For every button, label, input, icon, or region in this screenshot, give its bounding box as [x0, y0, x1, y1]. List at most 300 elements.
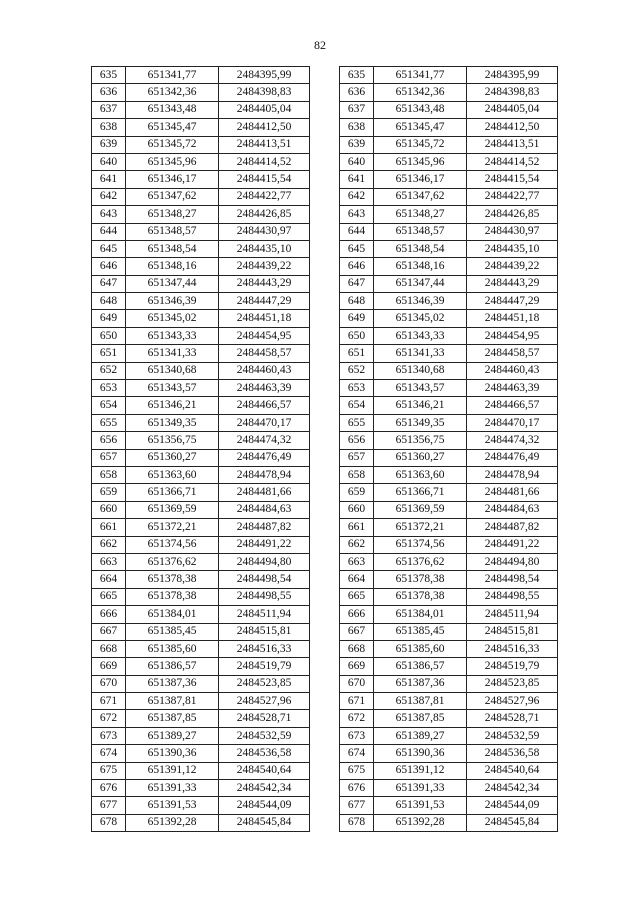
- point-number-cell: 645: [340, 240, 374, 257]
- x-coordinate-cell: 651385,45: [126, 623, 219, 640]
- coordinates-table-left: [91, 66, 310, 832]
- point-number-cell: 662: [92, 536, 126, 553]
- table-row: [92, 623, 310, 640]
- table-row: [92, 206, 310, 223]
- y-coordinate-cell: 2484466,57: [467, 397, 558, 414]
- table-row: [340, 762, 558, 779]
- y-coordinate-cell: 2484398,83: [467, 84, 558, 101]
- y-coordinate-cell: 2484474,32: [219, 432, 310, 449]
- table-row: [92, 780, 310, 797]
- y-coordinate-cell: 2484491,22: [219, 536, 310, 553]
- x-coordinate-cell: 651391,33: [126, 780, 219, 797]
- y-coordinate-cell: 2484498,54: [219, 571, 310, 588]
- point-number-cell: 659: [340, 484, 374, 501]
- point-number-cell: 652: [340, 362, 374, 379]
- x-coordinate-cell: 651345,96: [374, 153, 467, 170]
- x-coordinate-cell: 651349,35: [126, 414, 219, 431]
- x-coordinate-cell: 651348,54: [126, 240, 219, 257]
- y-coordinate-cell: 2484540,64: [219, 762, 310, 779]
- table-row: [340, 258, 558, 275]
- table-row: [340, 310, 558, 327]
- point-number-cell: 636: [92, 84, 126, 101]
- x-coordinate-cell: 651346,39: [374, 293, 467, 310]
- table-row: [340, 623, 558, 640]
- coordinates-table-right: [339, 66, 558, 832]
- point-number-cell: 642: [92, 188, 126, 205]
- point-number-cell: 673: [340, 727, 374, 744]
- x-coordinate-cell: 651348,57: [126, 223, 219, 240]
- table-row: [92, 153, 310, 170]
- point-number-cell: 643: [340, 206, 374, 223]
- point-number-cell: 678: [340, 814, 374, 831]
- y-coordinate-cell: 2484405,04: [219, 101, 310, 118]
- y-coordinate-cell: 2484454,95: [219, 327, 310, 344]
- table-row: [92, 745, 310, 762]
- x-coordinate-cell: 651348,57: [374, 223, 467, 240]
- x-coordinate-cell: 651346,39: [126, 293, 219, 310]
- x-coordinate-cell: 651369,59: [374, 501, 467, 518]
- point-number-cell: 662: [340, 536, 374, 553]
- point-number-cell: 676: [92, 780, 126, 797]
- point-number-cell: 643: [92, 206, 126, 223]
- table-row: [340, 84, 558, 101]
- y-coordinate-cell: 2484487,82: [467, 519, 558, 536]
- y-coordinate-cell: 2484426,85: [219, 206, 310, 223]
- table-row: [92, 67, 310, 84]
- point-number-cell: 678: [92, 814, 126, 831]
- point-number-cell: 660: [92, 501, 126, 518]
- point-number-cell: 644: [92, 223, 126, 240]
- y-coordinate-cell: 2484527,96: [219, 693, 310, 710]
- x-coordinate-cell: 651384,01: [374, 606, 467, 623]
- table-row: [340, 710, 558, 727]
- point-number-cell: 641: [92, 171, 126, 188]
- x-coordinate-cell: 651390,36: [374, 745, 467, 762]
- table-row: [92, 449, 310, 466]
- table-row: [92, 188, 310, 205]
- x-coordinate-cell: 651341,33: [126, 345, 219, 362]
- table-row: [340, 327, 558, 344]
- table-row: [92, 762, 310, 779]
- y-coordinate-cell: 2484443,29: [219, 275, 310, 292]
- table-row: [340, 606, 558, 623]
- point-number-cell: 655: [92, 414, 126, 431]
- point-number-cell: 664: [92, 571, 126, 588]
- table-row: [92, 727, 310, 744]
- table-row: [340, 362, 558, 379]
- table-row: [340, 484, 558, 501]
- table-row: [340, 727, 558, 744]
- x-coordinate-cell: 651376,62: [374, 553, 467, 570]
- point-number-cell: 665: [92, 588, 126, 605]
- x-coordinate-cell: 651347,44: [374, 275, 467, 292]
- table-row: [92, 275, 310, 292]
- x-coordinate-cell: 651342,36: [374, 84, 467, 101]
- x-coordinate-cell: 651345,72: [126, 136, 219, 153]
- point-number-cell: 671: [340, 693, 374, 710]
- table-row: [340, 380, 558, 397]
- table-row: [340, 745, 558, 762]
- y-coordinate-cell: 2484470,17: [467, 414, 558, 431]
- table-row: [92, 380, 310, 397]
- y-coordinate-cell: 2484494,80: [219, 553, 310, 570]
- table-row: [340, 780, 558, 797]
- y-coordinate-cell: 2484476,49: [467, 449, 558, 466]
- table-row: [92, 84, 310, 101]
- y-coordinate-cell: 2484542,34: [467, 780, 558, 797]
- table-row: [92, 223, 310, 240]
- x-coordinate-cell: 651345,96: [126, 153, 219, 170]
- point-number-cell: 640: [340, 153, 374, 170]
- point-number-cell: 661: [340, 519, 374, 536]
- point-number-cell: 636: [340, 84, 374, 101]
- point-number-cell: 651: [340, 345, 374, 362]
- y-coordinate-cell: 2484430,97: [467, 223, 558, 240]
- point-number-cell: 666: [92, 606, 126, 623]
- point-number-cell: 672: [92, 710, 126, 727]
- x-coordinate-cell: 651386,57: [374, 658, 467, 675]
- point-number-cell: 638: [92, 119, 126, 136]
- table-row: [340, 67, 558, 84]
- table-row: [340, 640, 558, 657]
- x-coordinate-cell: 651341,33: [374, 345, 467, 362]
- y-coordinate-cell: 2484395,99: [219, 67, 310, 84]
- table-row: [340, 536, 558, 553]
- x-coordinate-cell: 651341,77: [374, 67, 467, 84]
- point-number-cell: 640: [92, 153, 126, 170]
- x-coordinate-cell: 651360,27: [374, 449, 467, 466]
- x-coordinate-cell: 651376,62: [126, 553, 219, 570]
- y-coordinate-cell: 2484487,82: [219, 519, 310, 536]
- x-coordinate-cell: 651363,60: [126, 466, 219, 483]
- point-number-cell: 635: [92, 67, 126, 84]
- table-row: [340, 466, 558, 483]
- y-coordinate-cell: 2484519,79: [219, 658, 310, 675]
- x-coordinate-cell: 651392,28: [126, 814, 219, 831]
- table-row: [340, 449, 558, 466]
- point-number-cell: 654: [92, 397, 126, 414]
- table-row: [92, 658, 310, 675]
- point-number-cell: 675: [92, 762, 126, 779]
- point-number-cell: 639: [340, 136, 374, 153]
- y-coordinate-cell: 2484463,39: [467, 380, 558, 397]
- x-coordinate-cell: 651378,38: [374, 588, 467, 605]
- x-coordinate-cell: 651391,53: [374, 797, 467, 814]
- y-coordinate-cell: 2484516,33: [219, 640, 310, 657]
- table-row: [340, 275, 558, 292]
- y-coordinate-cell: 2484491,22: [467, 536, 558, 553]
- table-row: [340, 553, 558, 570]
- table-row: [92, 606, 310, 623]
- x-coordinate-cell: 651356,75: [126, 432, 219, 449]
- table-row: [92, 710, 310, 727]
- y-coordinate-cell: 2484458,57: [219, 345, 310, 362]
- table-row: [92, 327, 310, 344]
- point-number-cell: 665: [340, 588, 374, 605]
- y-coordinate-cell: 2484454,95: [467, 327, 558, 344]
- y-coordinate-cell: 2484545,84: [467, 814, 558, 831]
- point-number-cell: 642: [340, 188, 374, 205]
- x-coordinate-cell: 651346,17: [374, 171, 467, 188]
- x-coordinate-cell: 651345,02: [374, 310, 467, 327]
- x-coordinate-cell: 651348,16: [126, 258, 219, 275]
- table-row: [340, 206, 558, 223]
- x-coordinate-cell: 651385,45: [374, 623, 467, 640]
- table-row: [92, 588, 310, 605]
- y-coordinate-cell: 2484542,34: [219, 780, 310, 797]
- y-coordinate-cell: 2484474,32: [467, 432, 558, 449]
- table-row: [92, 119, 310, 136]
- table-row: [340, 223, 558, 240]
- x-coordinate-cell: 651343,33: [374, 327, 467, 344]
- y-coordinate-cell: 2484544,09: [467, 797, 558, 814]
- y-coordinate-cell: 2484460,43: [219, 362, 310, 379]
- y-coordinate-cell: 2484532,59: [467, 727, 558, 744]
- point-number-cell: 635: [340, 67, 374, 84]
- point-number-cell: 660: [340, 501, 374, 518]
- table-row: [340, 693, 558, 710]
- point-number-cell: 674: [340, 745, 374, 762]
- x-coordinate-cell: 651378,38: [126, 571, 219, 588]
- point-number-cell: 668: [92, 640, 126, 657]
- y-coordinate-cell: 2484422,77: [219, 188, 310, 205]
- x-coordinate-cell: 651340,68: [374, 362, 467, 379]
- x-coordinate-cell: 651343,48: [126, 101, 219, 118]
- x-coordinate-cell: 651391,33: [374, 780, 467, 797]
- y-coordinate-cell: 2484398,83: [219, 84, 310, 101]
- x-coordinate-cell: 651349,35: [374, 414, 467, 431]
- y-coordinate-cell: 2484511,94: [467, 606, 558, 623]
- point-number-cell: 649: [340, 310, 374, 327]
- table-row: [340, 814, 558, 831]
- y-coordinate-cell: 2484412,50: [219, 119, 310, 136]
- point-number-cell: 661: [92, 519, 126, 536]
- x-coordinate-cell: 651372,21: [126, 519, 219, 536]
- table-row: [92, 171, 310, 188]
- table-row: [92, 432, 310, 449]
- x-coordinate-cell: 651390,36: [126, 745, 219, 762]
- point-number-cell: 663: [92, 553, 126, 570]
- y-coordinate-cell: 2484430,97: [219, 223, 310, 240]
- x-coordinate-cell: 651346,21: [374, 397, 467, 414]
- y-coordinate-cell: 2484498,54: [467, 571, 558, 588]
- table-row: [92, 414, 310, 431]
- y-coordinate-cell: 2484447,29: [219, 293, 310, 310]
- point-number-cell: 657: [340, 449, 374, 466]
- y-coordinate-cell: 2484515,81: [467, 623, 558, 640]
- table-row: [340, 119, 558, 136]
- x-coordinate-cell: 651387,36: [374, 675, 467, 692]
- table-row: [92, 553, 310, 570]
- y-coordinate-cell: 2484395,99: [467, 67, 558, 84]
- point-number-cell: 638: [340, 119, 374, 136]
- table-row: [340, 171, 558, 188]
- table-row: [340, 432, 558, 449]
- table-row: [92, 536, 310, 553]
- x-coordinate-cell: 651387,85: [126, 710, 219, 727]
- point-number-cell: 663: [340, 553, 374, 570]
- table-row: [92, 484, 310, 501]
- point-number-cell: 667: [92, 623, 126, 640]
- x-coordinate-cell: 651345,47: [374, 119, 467, 136]
- table-row: [340, 293, 558, 310]
- x-coordinate-cell: 651343,57: [126, 380, 219, 397]
- y-coordinate-cell: 2484544,09: [219, 797, 310, 814]
- point-number-cell: 675: [340, 762, 374, 779]
- y-coordinate-cell: 2484494,80: [467, 553, 558, 570]
- y-coordinate-cell: 2484413,51: [219, 136, 310, 153]
- x-coordinate-cell: 651345,47: [126, 119, 219, 136]
- y-coordinate-cell: 2484470,17: [219, 414, 310, 431]
- table-row: [340, 153, 558, 170]
- y-coordinate-cell: 2484451,18: [219, 310, 310, 327]
- y-coordinate-cell: 2484484,63: [467, 501, 558, 518]
- table-row: [340, 675, 558, 692]
- y-coordinate-cell: 2484439,22: [219, 258, 310, 275]
- y-coordinate-cell: 2484463,39: [219, 380, 310, 397]
- table-row: [92, 345, 310, 362]
- y-coordinate-cell: 2484460,43: [467, 362, 558, 379]
- table-row: [340, 588, 558, 605]
- y-coordinate-cell: 2484523,85: [219, 675, 310, 692]
- point-number-cell: 649: [92, 310, 126, 327]
- y-coordinate-cell: 2484519,79: [467, 658, 558, 675]
- table-row: [340, 501, 558, 518]
- y-coordinate-cell: 2484435,10: [219, 240, 310, 257]
- x-coordinate-cell: 651378,38: [374, 571, 467, 588]
- table-row: [92, 136, 310, 153]
- y-coordinate-cell: 2484527,96: [467, 693, 558, 710]
- point-number-cell: 637: [340, 101, 374, 118]
- x-coordinate-cell: 651346,17: [126, 171, 219, 188]
- table-row: [92, 293, 310, 310]
- x-coordinate-cell: 651387,81: [126, 693, 219, 710]
- table-row: [92, 362, 310, 379]
- x-coordinate-cell: 651378,38: [126, 588, 219, 605]
- point-number-cell: 646: [92, 258, 126, 275]
- point-number-cell: 671: [92, 693, 126, 710]
- x-coordinate-cell: 651387,85: [374, 710, 467, 727]
- y-coordinate-cell: 2484515,81: [219, 623, 310, 640]
- x-coordinate-cell: 651387,36: [126, 675, 219, 692]
- point-number-cell: 670: [340, 675, 374, 692]
- point-number-cell: 645: [92, 240, 126, 257]
- y-coordinate-cell: 2484415,54: [467, 171, 558, 188]
- y-coordinate-cell: 2484414,52: [219, 153, 310, 170]
- x-coordinate-cell: 651348,54: [374, 240, 467, 257]
- x-coordinate-cell: 651342,36: [126, 84, 219, 101]
- table-row: [92, 797, 310, 814]
- y-coordinate-cell: 2484478,94: [219, 466, 310, 483]
- y-coordinate-cell: 2484536,58: [467, 745, 558, 762]
- y-coordinate-cell: 2484439,22: [467, 258, 558, 275]
- x-coordinate-cell: 651343,33: [126, 327, 219, 344]
- x-coordinate-cell: 651360,27: [126, 449, 219, 466]
- y-coordinate-cell: 2484484,63: [219, 501, 310, 518]
- table-row: [92, 675, 310, 692]
- y-coordinate-cell: 2484536,58: [219, 745, 310, 762]
- point-number-cell: 655: [340, 414, 374, 431]
- point-number-cell: 656: [92, 432, 126, 449]
- point-number-cell: 658: [92, 466, 126, 483]
- table-row: [92, 693, 310, 710]
- point-number-cell: 659: [92, 484, 126, 501]
- point-number-cell: 676: [340, 780, 374, 797]
- y-coordinate-cell: 2484481,66: [467, 484, 558, 501]
- y-coordinate-cell: 2484545,84: [219, 814, 310, 831]
- x-coordinate-cell: 651345,72: [374, 136, 467, 153]
- x-coordinate-cell: 651391,53: [126, 797, 219, 814]
- y-coordinate-cell: 2484435,10: [467, 240, 558, 257]
- x-coordinate-cell: 651391,12: [126, 762, 219, 779]
- table-row: [340, 797, 558, 814]
- x-coordinate-cell: 651366,71: [126, 484, 219, 501]
- table-row: [340, 397, 558, 414]
- x-coordinate-cell: 651385,60: [374, 640, 467, 657]
- y-coordinate-cell: 2484447,29: [467, 293, 558, 310]
- table-row: [92, 240, 310, 257]
- x-coordinate-cell: 651348,27: [374, 206, 467, 223]
- point-number-cell: 651: [92, 345, 126, 362]
- point-number-cell: 677: [92, 797, 126, 814]
- table-row: [92, 258, 310, 275]
- x-coordinate-cell: 651347,44: [126, 275, 219, 292]
- x-coordinate-cell: 651366,71: [374, 484, 467, 501]
- table-row: [92, 814, 310, 831]
- point-number-cell: 648: [92, 293, 126, 310]
- y-coordinate-cell: 2484451,18: [467, 310, 558, 327]
- x-coordinate-cell: 651387,81: [374, 693, 467, 710]
- point-number-cell: 648: [340, 293, 374, 310]
- point-number-cell: 670: [92, 675, 126, 692]
- y-coordinate-cell: 2484478,94: [467, 466, 558, 483]
- point-number-cell: 653: [340, 380, 374, 397]
- point-number-cell: 668: [340, 640, 374, 657]
- point-number-cell: 667: [340, 623, 374, 640]
- point-number-cell: 639: [92, 136, 126, 153]
- x-coordinate-cell: 651348,16: [374, 258, 467, 275]
- x-coordinate-cell: 651345,02: [126, 310, 219, 327]
- y-coordinate-cell: 2484498,55: [467, 588, 558, 605]
- table-row: [340, 240, 558, 257]
- table-row: [340, 414, 558, 431]
- point-number-cell: 637: [92, 101, 126, 118]
- x-coordinate-cell: 651343,48: [374, 101, 467, 118]
- point-number-cell: 677: [340, 797, 374, 814]
- y-coordinate-cell: 2484426,85: [467, 206, 558, 223]
- point-number-cell: 646: [340, 258, 374, 275]
- point-number-cell: 641: [340, 171, 374, 188]
- table-row: [92, 571, 310, 588]
- coordinates-table-right-body: [340, 67, 558, 832]
- point-number-cell: 653: [92, 380, 126, 397]
- table-row: [340, 188, 558, 205]
- y-coordinate-cell: 2484498,55: [219, 588, 310, 605]
- x-coordinate-cell: 651389,27: [126, 727, 219, 744]
- x-coordinate-cell: 651347,62: [374, 188, 467, 205]
- coordinates-table-left-body: [92, 67, 310, 832]
- table-row: [340, 658, 558, 675]
- x-coordinate-cell: 651372,21: [374, 519, 467, 536]
- point-number-cell: 666: [340, 606, 374, 623]
- y-coordinate-cell: 2484516,33: [467, 640, 558, 657]
- x-coordinate-cell: 651369,59: [126, 501, 219, 518]
- table-row: [340, 136, 558, 153]
- x-coordinate-cell: 651391,12: [374, 762, 467, 779]
- x-coordinate-cell: 651341,77: [126, 67, 219, 84]
- table-row: [92, 397, 310, 414]
- x-coordinate-cell: 651346,21: [126, 397, 219, 414]
